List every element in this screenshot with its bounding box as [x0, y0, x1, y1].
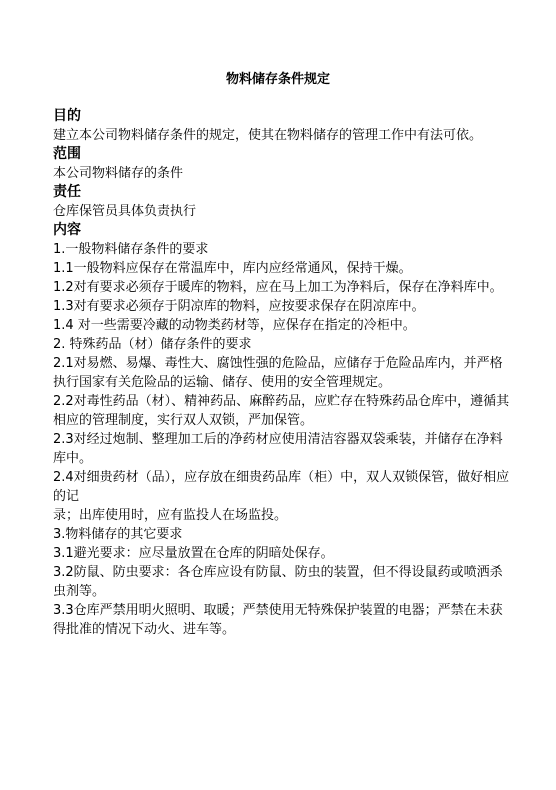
purpose-heading: 目的	[53, 108, 81, 124]
content-item: 3.3仓库严禁用明火照明、取暖；严禁使用无特殊保护装置的电器；严禁在未获得批准的情况下动火、进车等。	[53, 603, 503, 637]
content-heading: 内容	[53, 222, 81, 238]
document-title: 物料储存条件规定	[225, 72, 330, 87]
document-body	[53, 107, 513, 639]
responsibility-heading: 责任	[53, 184, 81, 200]
content-item: 1.一般物料储存条件的要求	[53, 242, 209, 257]
content-item: 2.4对细贵药材（品），应存放在细贵药品库（柜）中，双人双锁保管，做好相应的记	[53, 470, 510, 504]
content-item: 1.3对有要求必须存于阴凉库的物料，应按要求保存在阴凉库中。	[53, 299, 425, 314]
scope-text: 本公司物料储存的条件	[53, 166, 184, 181]
purpose-text: 建立本公司物料储存条件的规定，使其在物料储存的管理工作中有法可依。	[53, 128, 483, 143]
content-item: 1.4 对一些需要冷藏的动物类药材等，应保存在指定的冷柜中。	[53, 318, 416, 333]
scope-heading: 范围	[53, 146, 81, 162]
content-item: 2.2对毒性药品（材）、精神药品、麻醉药品，应贮存在特殊药品仓库中，遵循其相应的管理制度，实行双人双锁，严加保管。	[53, 394, 510, 428]
content-item: 1.2对有要求必须存于暖库的物料，应在马上加工为净料后，保存在净料库中。	[53, 280, 503, 295]
content-item: 2. 特殊药品（材）储存条件的要求	[53, 337, 252, 352]
content-item: 1.1一般物料应保存在常温库中，库内应经常通风，保持干燥。	[53, 261, 412, 276]
responsibility-text: 仓库保管员具体负责执行	[53, 204, 197, 219]
content-item: 3.1避光要求：应尽量放置在仓库的阴暗处保存。	[53, 546, 334, 561]
content-item: 2.3对经过炮制、整理加工后的净药材应使用清洁容器双袋乘装，并储存在净料库中。	[53, 432, 503, 466]
content-item: 3.物料储存的其它要求	[53, 527, 183, 542]
content-item: 2.1对易燃、易爆、毒性大、腐蚀性强的危险品，应储存于危险品库内，并严格执行国家有关危险品的运输、储存、使用的安全管理规定。	[53, 356, 503, 390]
content-item: 录；出库使用时，应有监投人在场监投。	[53, 508, 288, 523]
content-item: 3.2防鼠、防虫要求：各仓库应设有防鼠、防虫的装置，但不得设鼠药或喷洒杀虫剂等。	[53, 565, 503, 599]
